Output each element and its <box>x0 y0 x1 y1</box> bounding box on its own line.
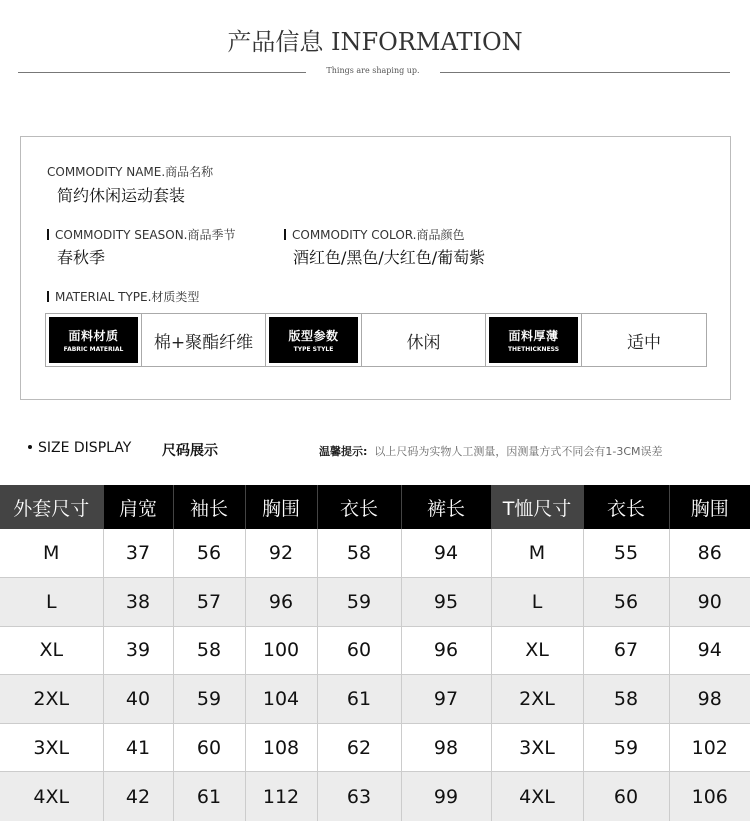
table-cell: 60 <box>317 626 401 675</box>
table-cell: 67 <box>583 626 669 675</box>
commodity-season-label: COMMODITY SEASON.商品季节 <box>47 226 236 243</box>
table-cell: 4XL <box>491 772 583 821</box>
table-cell: 60 <box>583 772 669 821</box>
table-cell: 39 <box>103 626 173 675</box>
bullet-bar <box>47 229 49 240</box>
size-display-label: SIZE DISPLAY <box>28 440 131 456</box>
attr-head-thickness: 面料厚薄 THETHICKNESS <box>486 314 582 366</box>
table-cell: 98 <box>669 675 750 724</box>
header-chest: 胸围 <box>245 485 317 529</box>
attribute-table <box>45 313 707 367</box>
table-cell: 96 <box>401 626 491 675</box>
table-cell: 61 <box>173 772 245 821</box>
table-cell: 58 <box>317 529 401 578</box>
header-length: 衣长 <box>317 485 401 529</box>
attr-head-fabric: 面料材质 FABRIC MATERIAL <box>46 314 142 366</box>
table-cell: 41 <box>103 723 173 772</box>
table-cell: 62 <box>317 723 401 772</box>
table-cell: 94 <box>401 529 491 578</box>
table-cell: 58 <box>583 675 669 724</box>
header-pants-length: 裤长 <box>401 485 491 529</box>
table-cell: 96 <box>245 578 317 627</box>
table-cell: 102 <box>669 723 750 772</box>
size-table-header <box>0 485 750 529</box>
table-cell: 4XL <box>0 772 103 821</box>
attr-value-thickness: 适中 <box>627 332 661 353</box>
table-cell: XL <box>0 626 103 675</box>
table-cell: XL <box>491 626 583 675</box>
size-display-label-zh: 尺码展示 <box>162 443 218 459</box>
material-type-label: MATERIAL TYPE.材质类型 <box>47 288 199 305</box>
table-cell: L <box>0 578 103 627</box>
table-cell: 58 <box>173 626 245 675</box>
table-cell: 59 <box>173 675 245 724</box>
table-cell: 3XL <box>491 723 583 772</box>
table-row <box>0 723 750 772</box>
table-cell: 55 <box>583 529 669 578</box>
product-info-box <box>20 136 731 400</box>
table-cell: L <box>491 578 583 627</box>
table-row <box>0 578 750 627</box>
table-cell: 86 <box>669 529 750 578</box>
table-cell: 104 <box>245 675 317 724</box>
table-cell: 95 <box>401 578 491 627</box>
table-cell: 106 <box>669 772 750 821</box>
table-cell: 57 <box>173 578 245 627</box>
table-cell: 90 <box>669 578 750 627</box>
divider-left <box>18 72 306 73</box>
table-cell: 59 <box>317 578 401 627</box>
page-subtitle: Things are shaping up. <box>326 66 420 75</box>
table-cell: 40 <box>103 675 173 724</box>
measurement-tip: 温馨提示: 以上尺码为实物人工测量，因测量方式不同会有1-3CM误差 <box>319 445 663 458</box>
table-cell: 60 <box>173 723 245 772</box>
table-row <box>0 772 750 821</box>
bullet-bar <box>47 291 49 302</box>
table-cell: M <box>0 529 103 578</box>
table-cell: 2XL <box>0 675 103 724</box>
header-shoulder: 肩宽 <box>103 485 173 529</box>
attr-value-fabric: 棉+聚酯纤维 <box>142 314 266 366</box>
header-tshirt-length: 衣长 <box>583 485 669 529</box>
attr-value-type: 休闲 <box>362 314 486 366</box>
commodity-season-value: 春秋季 <box>57 248 106 267</box>
bullet-bar <box>284 229 286 240</box>
table-cell: 94 <box>669 626 750 675</box>
commodity-color-label: COMMODITY COLOR.商品颜色 <box>284 226 464 243</box>
header-tshirt-size: T恤尺寸 <box>491 485 583 529</box>
table-cell: 38 <box>103 578 173 627</box>
attr-head-type: 版型参数 TYPE STYLE <box>266 314 362 366</box>
table-cell: 92 <box>245 529 317 578</box>
table-cell: 59 <box>583 723 669 772</box>
table-cell: M <box>491 529 583 578</box>
size-table <box>0 485 750 821</box>
commodity-name-label: COMMODITY NAME.商品名称 <box>47 165 214 179</box>
header-sleeve: 袖长 <box>173 485 245 529</box>
table-cell: 112 <box>245 772 317 821</box>
table-cell: 3XL <box>0 723 103 772</box>
table-cell: 63 <box>317 772 401 821</box>
divider-right <box>440 72 730 73</box>
commodity-color-value: 酒红色/黑色/大红色/葡萄紫 <box>293 248 486 267</box>
commodity-name-value: 简约休闲运动套装 <box>57 186 186 205</box>
header-tshirt-chest: 胸围 <box>669 485 750 529</box>
table-cell: 108 <box>245 723 317 772</box>
table-cell: 98 <box>401 723 491 772</box>
page-title: 产品信息 INFORMATION <box>227 28 523 56</box>
table-cell: 37 <box>103 529 173 578</box>
table-row <box>0 675 750 724</box>
bullet-dot-icon <box>28 445 32 449</box>
header-jacket-size: 外套尺寸 <box>0 485 103 529</box>
table-cell: 99 <box>401 772 491 821</box>
table-row <box>0 529 750 578</box>
table-cell: 97 <box>401 675 491 724</box>
table-row <box>0 626 750 675</box>
table-cell: 100 <box>245 626 317 675</box>
table-cell: 56 <box>173 529 245 578</box>
table-cell: 61 <box>317 675 401 724</box>
table-cell: 56 <box>583 578 669 627</box>
table-cell: 42 <box>103 772 173 821</box>
table-cell: 2XL <box>491 675 583 724</box>
